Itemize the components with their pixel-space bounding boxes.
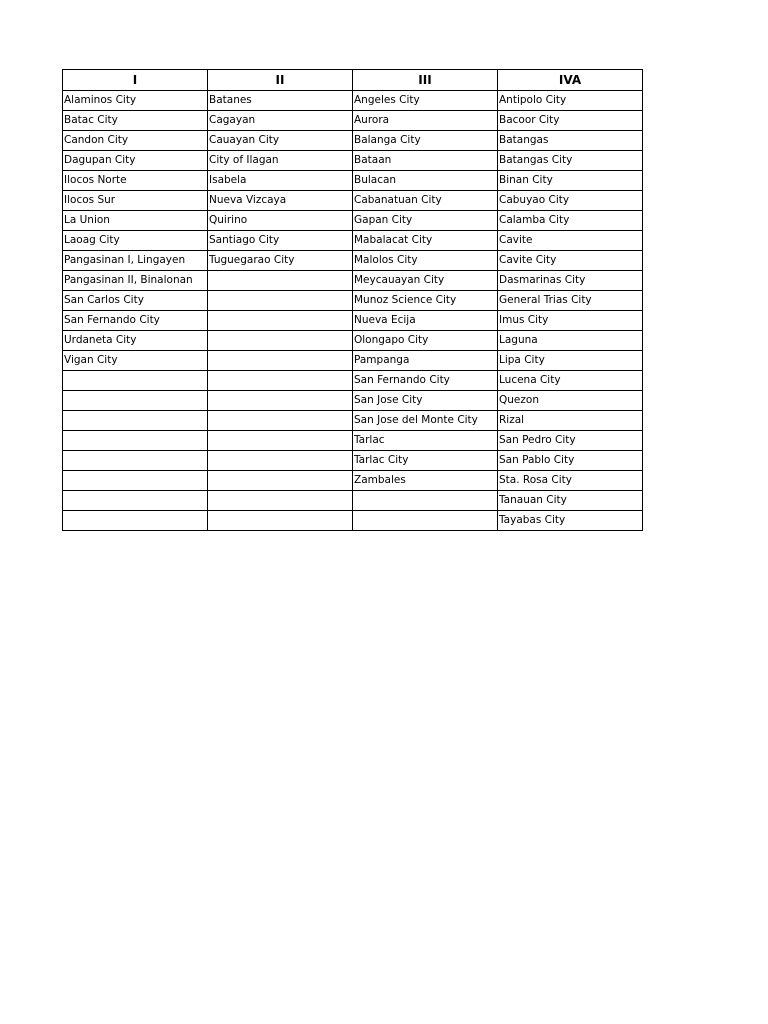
table-cell-region-i: Alaminos City: [63, 91, 208, 111]
spreadsheet-page: [62, 69, 642, 531]
table-cell-region-iii: Bataan: [353, 151, 498, 171]
table-cell-region-iva: Batangas City: [498, 151, 643, 171]
table-row: [63, 251, 643, 271]
table-cell-region-iii: [353, 491, 498, 511]
table-cell-region-iva: Tanauan City: [498, 491, 643, 511]
table-cell-region-i: [63, 491, 208, 511]
table-cell-region-iii: San Jose City: [353, 391, 498, 411]
table-row: [63, 91, 643, 111]
table-cell-region-iii: Tarlac City: [353, 451, 498, 471]
table-cell-region-iii: San Jose del Monte City: [353, 411, 498, 431]
table-row: [63, 451, 643, 471]
table-cell-region-ii: [208, 311, 353, 331]
table-row: [63, 151, 643, 171]
table-cell-region-i: Ilocos Norte: [63, 171, 208, 191]
table-cell-region-iii: Aurora: [353, 111, 498, 131]
table-cell-region-i: [63, 391, 208, 411]
table-cell-region-i: Pangasinan II, Binalonan: [63, 271, 208, 291]
column-header-region-i: I: [63, 70, 208, 91]
table-row: [63, 311, 643, 331]
table-cell-region-ii: Isabela: [208, 171, 353, 191]
table-cell-region-ii: [208, 391, 353, 411]
table-cell-region-i: Laoag City: [63, 231, 208, 251]
table-cell-region-i: [63, 511, 208, 531]
table-cell-region-ii: [208, 331, 353, 351]
table-cell-region-iva: San Pedro City: [498, 431, 643, 451]
table-cell-region-i: [63, 431, 208, 451]
table-cell-region-iii: Olongapo City: [353, 331, 498, 351]
table-row: [63, 231, 643, 251]
table-cell-region-ii: [208, 511, 353, 531]
table-cell-region-iva: Sta. Rosa City: [498, 471, 643, 491]
table-cell-region-iii: San Fernando City: [353, 371, 498, 391]
table-cell-region-iii: Angeles City: [353, 91, 498, 111]
table-row: [63, 411, 643, 431]
table-row: [63, 491, 643, 511]
table-row: [63, 191, 643, 211]
table-row: [63, 351, 643, 371]
table-cell-region-i: Candon City: [63, 131, 208, 151]
table-cell-region-ii: Cauayan City: [208, 131, 353, 151]
table-cell-region-iva: Imus City: [498, 311, 643, 331]
table-cell-region-ii: [208, 411, 353, 431]
table-cell-region-i: Batac City: [63, 111, 208, 131]
table-cell-region-iva: Binan City: [498, 171, 643, 191]
table-cell-region-iva: Rizal: [498, 411, 643, 431]
table-cell-region-iva: Antipolo City: [498, 91, 643, 111]
table-cell-region-iva: Laguna: [498, 331, 643, 351]
table-body: [63, 91, 643, 531]
table-row: [63, 271, 643, 291]
table-cell-region-iva: General Trias City: [498, 291, 643, 311]
table-cell-region-iva: Cabuyao City: [498, 191, 643, 211]
table-cell-region-iva: Cavite City: [498, 251, 643, 271]
table-cell-region-iii: Nueva Ecija: [353, 311, 498, 331]
table-cell-region-i: Dagupan City: [63, 151, 208, 171]
table-cell-region-iii: Malolos City: [353, 251, 498, 271]
table-row: [63, 211, 643, 231]
table-cell-region-i: San Fernando City: [63, 311, 208, 331]
table-cell-region-iva: Tayabas City: [498, 511, 643, 531]
table-cell-region-iva: Dasmarinas City: [498, 271, 643, 291]
table-cell-region-iii: Munoz Science City: [353, 291, 498, 311]
table-cell-region-iii: Zambales: [353, 471, 498, 491]
table-cell-region-ii: [208, 271, 353, 291]
table-cell-region-iii: Mabalacat City: [353, 231, 498, 251]
table-cell-region-i: [63, 371, 208, 391]
table-row: [63, 371, 643, 391]
table-cell-region-i: La Union: [63, 211, 208, 231]
table-cell-region-ii: Santiago City: [208, 231, 353, 251]
table-cell-region-ii: Nueva Vizcaya: [208, 191, 353, 211]
column-header-region-ii: II: [208, 70, 353, 91]
table-cell-region-ii: [208, 291, 353, 311]
table-cell-region-i: [63, 451, 208, 471]
table-row: [63, 131, 643, 151]
table-cell-region-iva: San Pablo City: [498, 451, 643, 471]
table-cell-region-iii: Gapan City: [353, 211, 498, 231]
table-cell-region-i: [63, 471, 208, 491]
table-cell-region-ii: [208, 371, 353, 391]
table-cell-region-i: [63, 411, 208, 431]
table-row: [63, 291, 643, 311]
table-cell-region-iva: Bacoor City: [498, 111, 643, 131]
header-row: [63, 70, 643, 91]
table-cell-region-iii: [353, 511, 498, 531]
table-cell-region-ii: Cagayan: [208, 111, 353, 131]
table-cell-region-i: Urdaneta City: [63, 331, 208, 351]
table-cell-region-iii: Cabanatuan City: [353, 191, 498, 211]
table-row: [63, 391, 643, 411]
table-cell-region-iii: Meycauayan City: [353, 271, 498, 291]
table-cell-region-i: San Carlos City: [63, 291, 208, 311]
table-row: [63, 171, 643, 191]
table-cell-region-ii: [208, 471, 353, 491]
table-cell-region-i: Ilocos Sur: [63, 191, 208, 211]
table-cell-region-iva: Calamba City: [498, 211, 643, 231]
table-row: [63, 111, 643, 131]
table-cell-region-iva: Lucena City: [498, 371, 643, 391]
table-cell-region-ii: Tuguegarao City: [208, 251, 353, 271]
table-cell-region-iii: Pampanga: [353, 351, 498, 371]
table-cell-region-ii: Batanes: [208, 91, 353, 111]
table-cell-region-iii: Balanga City: [353, 131, 498, 151]
table-cell-region-iii: Tarlac: [353, 431, 498, 451]
table-cell-region-i: Vigan City: [63, 351, 208, 371]
table-cell-region-ii: [208, 491, 353, 511]
table-row: [63, 331, 643, 351]
table-cell-region-ii: City of Ilagan: [208, 151, 353, 171]
regions-table: [62, 69, 643, 531]
table-cell-region-iva: Batangas: [498, 131, 643, 151]
table-cell-region-ii: Quirino: [208, 211, 353, 231]
table-cell-region-ii: [208, 451, 353, 471]
table-cell-region-iva: Quezon: [498, 391, 643, 411]
table-cell-region-iva: Lipa City: [498, 351, 643, 371]
table-cell-region-ii: [208, 431, 353, 451]
table-row: [63, 511, 643, 531]
table-cell-region-ii: [208, 351, 353, 371]
table-cell-region-iva: Cavite: [498, 231, 643, 251]
column-header-region-iii: III: [353, 70, 498, 91]
table-cell-region-iii: Bulacan: [353, 171, 498, 191]
table-row: [63, 431, 643, 451]
table-cell-region-i: Pangasinan I, Lingayen: [63, 251, 208, 271]
table-row: [63, 471, 643, 491]
column-header-region-iva: IVA: [498, 70, 643, 91]
